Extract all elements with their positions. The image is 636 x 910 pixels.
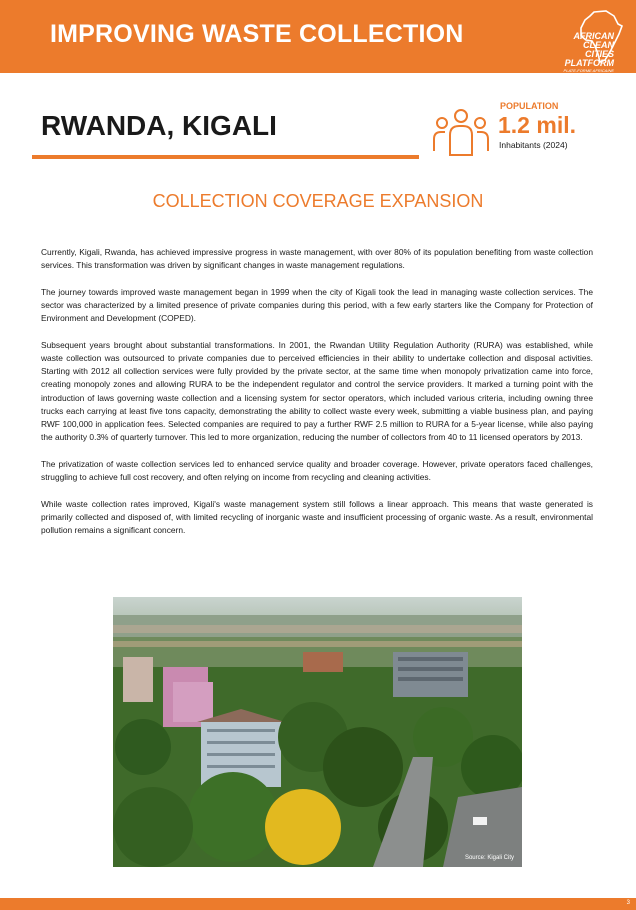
logo-text (548, 32, 614, 78)
logo-line-4: DES VILLES PROPRES (570, 73, 614, 78)
logo-line-1: AFRICAN CLEAN (573, 31, 614, 50)
page-footer (0, 898, 636, 910)
paragraph: While waste collection rates improved, Kigali's waste management system still follows a linear approach. This means that waste generated is primarily collected and disposed of, with limited recycling of inorganic waste and insufficient processing of organic waste. As a result, environmental pollution remains a significant concern. (41, 498, 593, 536)
logo-line-3: PLATE-FORME AFRICAINE (563, 68, 614, 73)
paragraph: Subsequent years brought about substantial transformations. In 2001, the Rwandan Utility Regulation Authority (RURA) was established, while waste collection was outsourced to private companies due to perceived efficiencies in their ability to undertake collection and disposal activities. Starting with 2012 all collection services were fully provided by the private sector, at the same time when monopoly privatization came into force, creating monopoly zones and allowing RURA to be the independent regulator and control the service providers. It marked a turning point with the introduction of laws governing waste collection and a licensing system for sector operators, which included various criteria, including owning three trucks each carrying at least five tons capacity, demonstrating the ability to collect waste every week, submitting a viable business plan, and paying RWF 100,000 in application fees. Selected companies are required to pay a further RWF 2.5 million to RURA for a 5-year license, while also paying the authority 0.3% of quarterly turnover. This led to more organization, reducing the number of collectors from 40 to 11 licensed operators by 2013. (41, 339, 593, 443)
kigali-city-photo (113, 597, 522, 867)
header-title: IMPROVING WASTE COLLECTION (50, 20, 464, 48)
population-note: Inhabitants (2024) (499, 140, 568, 150)
people-group-icon (431, 107, 491, 159)
body-text (41, 246, 593, 551)
paragraph: The privatization of waste collection services led to enhanced service quality and broader coverage. However, private operators faced challenges, struggling to achieve full cost recovery, and often relying on income from recycling and cleaning activities. (41, 458, 593, 483)
photo-caption: Source: Kigali City (464, 855, 514, 861)
population-label: POPULATION (500, 101, 559, 111)
platform-logo (548, 8, 628, 78)
logo-line-2: CITIES PLATFORM (564, 49, 614, 68)
title-underline (32, 155, 419, 159)
paragraph: The journey towards improved waste management began in 1999 when the city of Kigali took the lead in managing waste collection services. The sector was characterized by a limited presence of private companies during this period, with a few early starters like the Company for Protection of Environment and Development (COPED). (41, 286, 593, 324)
population-value: 1.2 mil. (498, 112, 576, 138)
section-heading: COLLECTION COVERAGE EXPANSION (152, 191, 484, 211)
city-title: RWANDA, KIGALI (41, 110, 277, 141)
page-number: 3 (626, 900, 630, 906)
page-header (0, 0, 636, 78)
paragraph: Currently, Kigali, Rwanda, has achieved impressive progress in waste management, with over 80% of its population benefiting from waste collection services. This transformation was driven by significant changes in waste management regulations. (41, 247, 593, 271)
